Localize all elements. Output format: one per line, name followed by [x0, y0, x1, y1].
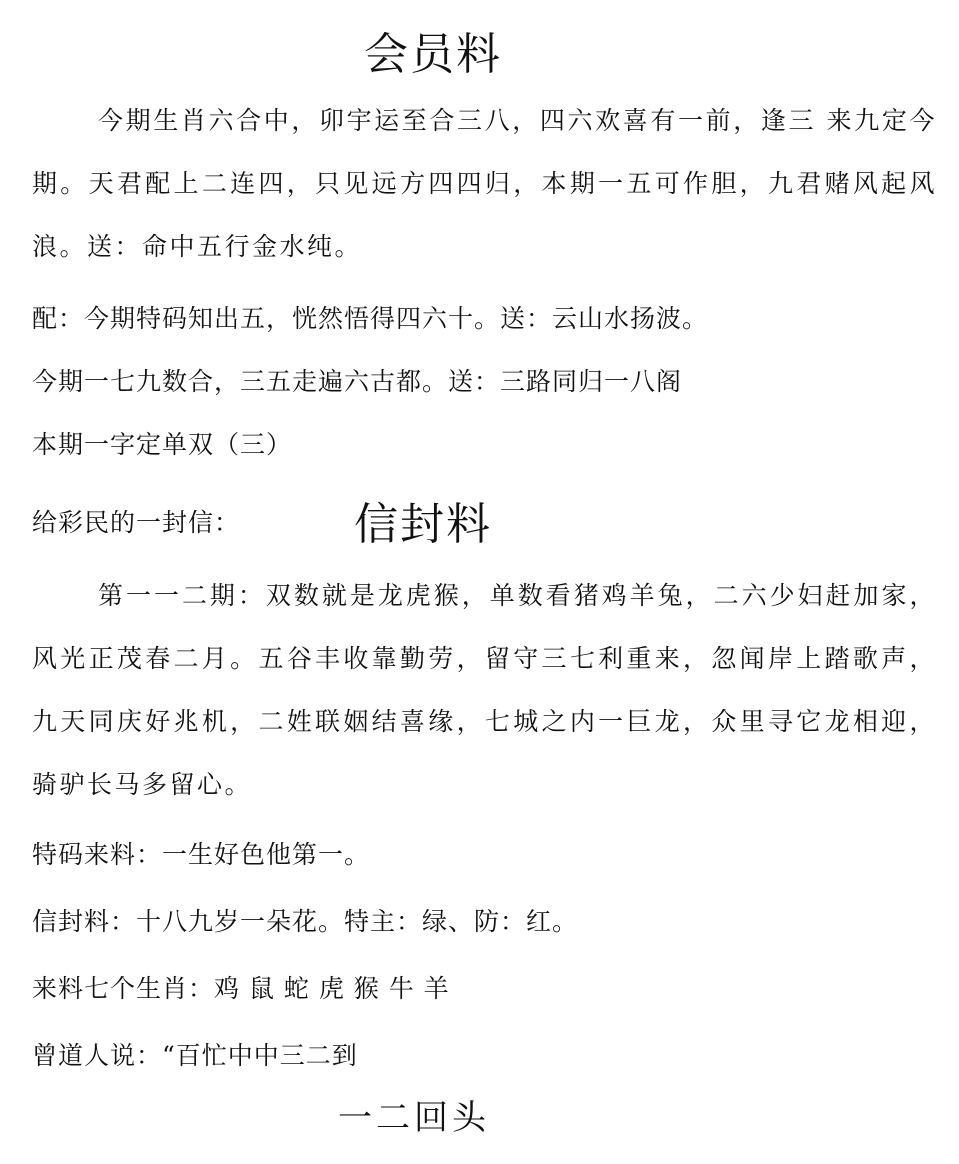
envelope-title: 信封料 [354, 499, 492, 550]
special-code-line: 特码来料：一生好色他第一。 [32, 840, 371, 869]
number-line: 今期一七九数合，三五走遍六古都。送：三路同归一八阁 [32, 367, 683, 396]
single-double-line: 本期一字定单双（三） [32, 430, 293, 459]
envelope-material-line: 信封料：十八九岁一朵花。特主：绿、防：红。 [32, 907, 579, 936]
members-title: 会员料 [364, 29, 502, 80]
letter-label: 给彩民的一封信： [32, 508, 241, 537]
taoist-line: 曾道人说：“百忙中中三二到 [32, 1041, 358, 1070]
members-paragraph: 今期生肖六合中，卯宇运至合三八，四六欢喜有一前，逢三 来九定今期。天君配上二连四，只见远方四四归，本期一五可作胆，九君赌风起风浪。送：命中五行金水纯。 [32, 106, 937, 261]
closing-line: 一二回头 [338, 1098, 490, 1138]
zodiac-line: 来料七个生肖：鸡 鼠 蛇 虎 猴 牛 羊 [32, 974, 450, 1003]
envelope-paragraph: 第一一二期：双数就是龙虎猴，单数看猪鸡羊兔，二六少妇赶加家，风光正茂春二月。五谷丰收靠勤劳，留守三七利重来，忽闻岸上踏歌声，九天同庆好兆机，二姓联姻结喜缘，七城之内一巨龙，众里寻它龙相迎，骑驴长马多留心。 [32, 581, 937, 799]
pei-line: 配：今期特码知出五，恍然悟得四六十。送：云山水扬波。 [32, 304, 709, 333]
